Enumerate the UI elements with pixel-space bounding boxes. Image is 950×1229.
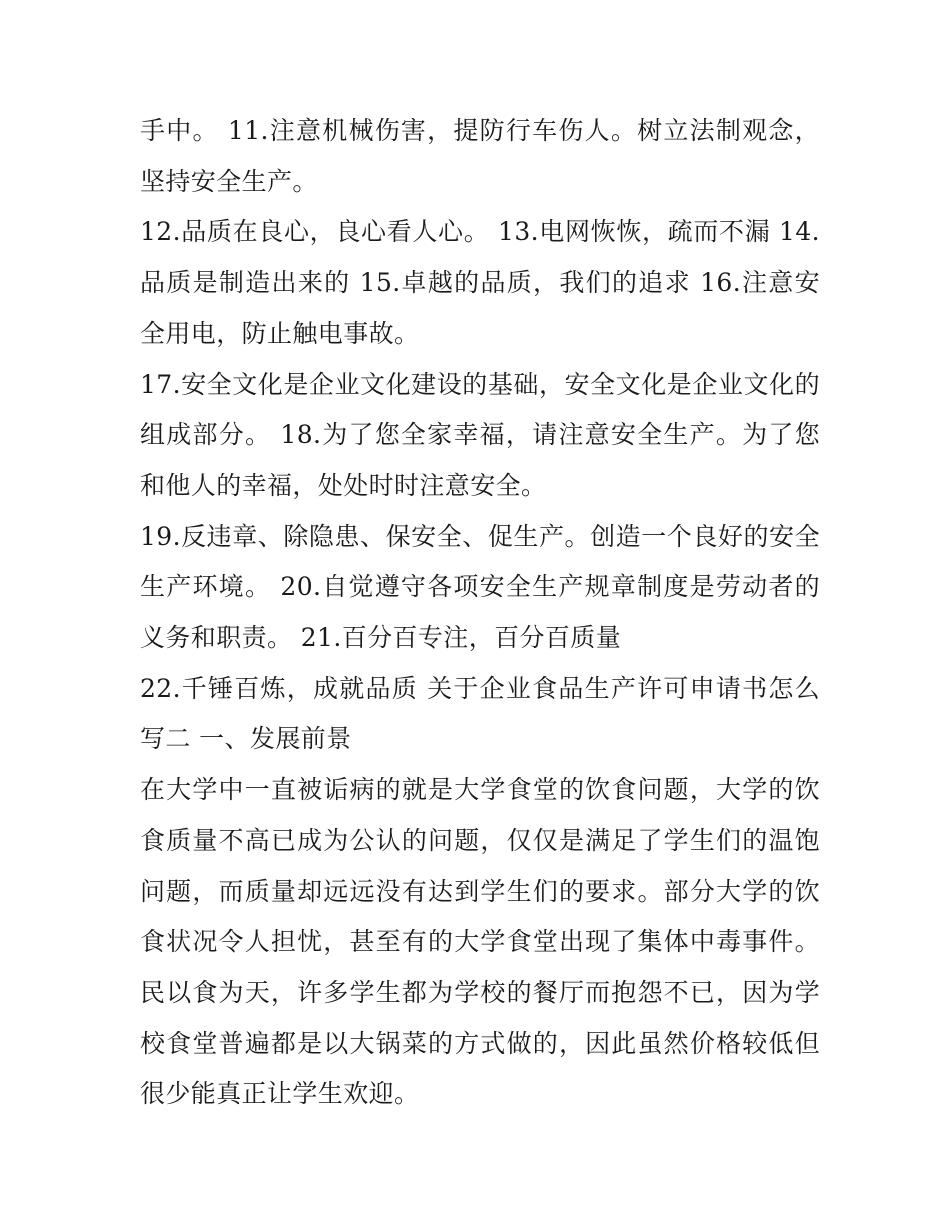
paragraph-4: 19.反违章、除隐患、保安全、促生产。创造一个良好的安全生产环境。 20.自觉遵守各项安全生产规章制度是劳动者的义务和职责。 21.百分百专注，百分百质量	[140, 521, 820, 653]
paragraph-2: 12.品质在良心，良心看人心。 13.电网恢恢，疏而不漏 14.品质是制造出来的 15.卓越的品质，我们的追求 16.注意安全用电，防止触电事故。	[140, 217, 820, 348]
document-body	[140, 106, 820, 1120]
paragraph-3: 17.安全文化是企业文化建设的基础，安全文化是企业文化的组成部分。 18.为了您全家幸福，请注意安全生产。为了您和他人的幸福，处处时时注意安全。	[140, 369, 820, 500]
paragraph-1: 手中。 11.注意机械伤害，提防行车伤人。树立法制观念，坚持安全生产。	[140, 116, 820, 196]
paragraph-6: 在大学中一直被诟病的就是大学食堂的饮食问题，大学的饮食质量不高已成为公认的问题，仅仅是满足了学生们的温饱问题，而质量却远远没有达到学生们的要求。部分大学的饮食状况令人担忧，甚至有的大学食堂出现了集体中毒事件。民以食为天，许多学生都为学校的餐厅而抱怨不已，因为学校食堂普遍都是以大锅菜的方式做的，因此虽然价格较低但很少能真正让学生欢迎。	[140, 775, 820, 1109]
paragraph-5: 22.千锤百炼，成就品质 关于企业食品生产许可申请书怎么写二 一、发展前景	[140, 673, 820, 754]
